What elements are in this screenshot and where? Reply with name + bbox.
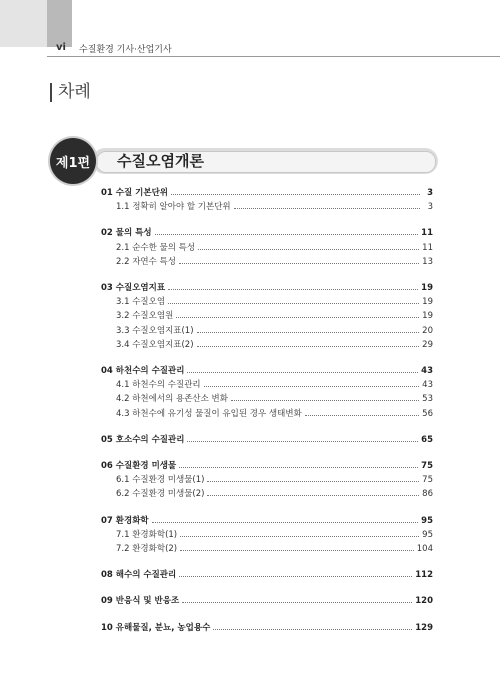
toc-page-number: 129 xyxy=(415,622,433,633)
toc-entry-label: 4.3 하천수에 유기성 물질이 유입된 경우 생태변화 xyxy=(116,408,302,419)
toc-title: 차례 xyxy=(50,83,91,102)
toc-page-number: 3 xyxy=(427,188,433,198)
toc-entry-label: 6.1 수질환경 미생물(1) xyxy=(116,475,205,486)
dot-leader xyxy=(207,489,419,496)
toc-chapter-row xyxy=(101,516,433,527)
toc-chapter-row xyxy=(101,435,433,446)
toc-section-row xyxy=(116,475,433,486)
toc-entry-label: 02 물의 특성 xyxy=(101,228,152,239)
dot-leader xyxy=(197,340,420,347)
toc-section-row xyxy=(116,243,433,254)
toc-chapter-row xyxy=(101,570,433,581)
toc-section-row xyxy=(116,544,433,555)
toc-page-number: 43 xyxy=(421,366,433,376)
toc-chapter-row xyxy=(101,228,433,239)
toc-entry-label: 08 해수의 수질관리 xyxy=(101,570,177,581)
toc-page-number: 75 xyxy=(421,461,433,471)
toc-page-number: 11 xyxy=(422,242,433,253)
dot-leader xyxy=(180,530,419,537)
dot-leader xyxy=(231,394,419,401)
part-badge: 제1편 xyxy=(50,138,96,184)
toc-page-number: 95 xyxy=(421,515,433,526)
toc-chapter-row xyxy=(101,366,433,377)
dot-leader xyxy=(179,257,419,264)
toc-section-row xyxy=(116,202,433,213)
toc-entry-label: 3.3 수질오염지표(1) xyxy=(116,325,194,336)
toc-entry-label: 7.2 환경화학(2) xyxy=(116,544,178,554)
toc-page-number: 43 xyxy=(422,380,433,391)
toc-entry-label: 03 수질오염지표 xyxy=(101,283,166,293)
toc-page-number: 29 xyxy=(422,339,433,350)
toc-entry-label: 09 반응식 및 반응조 xyxy=(101,596,180,607)
toc-entry-label: 3.2 수질오염원 xyxy=(116,311,174,322)
toc-section-row xyxy=(116,311,433,322)
toc-section-row xyxy=(116,297,433,308)
dot-leader xyxy=(234,202,420,209)
toc-page-number: 3 xyxy=(427,202,433,213)
toc-entry-label: 04 하천수의 수질관리 xyxy=(101,366,185,376)
dot-leader xyxy=(198,243,419,250)
toc-entry-label: 4.2 하천에서의 용존산소 변화 xyxy=(116,394,228,405)
dot-leader xyxy=(179,570,412,577)
toc-chapter-row xyxy=(101,461,433,472)
toc-page-number: 13 xyxy=(422,256,433,267)
toc-section-row xyxy=(116,530,433,541)
dot-leader xyxy=(180,544,414,551)
toc-page-number: 112 xyxy=(415,570,433,581)
dot-leader xyxy=(176,311,419,318)
dot-leader xyxy=(197,326,420,333)
dot-leader xyxy=(187,435,418,442)
toc-page-number: 86 xyxy=(422,489,433,500)
toc-section-row xyxy=(116,257,433,268)
toc-section-row xyxy=(116,326,433,337)
toc-entry-label: 06 수질환경 미생물 xyxy=(101,461,177,471)
part-title: 수질오염개론 xyxy=(117,152,204,170)
toc-entry-label: 7.1 환경화학(1) xyxy=(116,529,178,540)
dot-leader xyxy=(204,380,420,387)
toc-entry-label: 3.4 수질오염지표(2) xyxy=(116,339,194,350)
toc-page-number: 11 xyxy=(421,228,433,239)
toc-entry-label: 10 유해물질, 분뇨, 농업용수 xyxy=(101,622,211,633)
toc-entry-label: 1.1 정확히 알아야 할 기본단위 xyxy=(116,202,231,213)
dot-leader xyxy=(305,409,419,416)
dot-leader xyxy=(171,188,420,195)
toc-section-row xyxy=(116,394,433,405)
toc-page-number: 95 xyxy=(422,529,433,540)
dot-leader xyxy=(152,516,419,523)
toc-chapter-row xyxy=(101,623,433,634)
dot-leader xyxy=(168,283,418,290)
dot-leader xyxy=(155,228,419,235)
toc-page-number: 19 xyxy=(422,297,433,308)
toc-section-row xyxy=(116,489,433,500)
toc-chapter-row xyxy=(101,283,433,294)
toc-page-number: 104 xyxy=(416,544,433,554)
toc-page-number: 56 xyxy=(422,408,433,419)
dot-leader xyxy=(213,623,412,630)
toc-page-number: 53 xyxy=(422,394,433,405)
toc-page-number: 75 xyxy=(422,475,433,486)
toc-entry-label: 01 수질 기본단위 xyxy=(101,188,169,198)
dot-leader xyxy=(179,461,418,468)
toc-entry-label: 05 호소수의 수질관리 xyxy=(101,434,185,445)
toc-section-row xyxy=(116,340,433,351)
toc-page-number: 20 xyxy=(422,325,433,336)
toc-entry-label: 4.1 하천수의 수질관리 xyxy=(116,380,201,391)
dot-leader xyxy=(168,297,419,304)
dot-leader xyxy=(182,596,412,603)
toc-entry-label: 2.2 자연수 특성 xyxy=(116,256,176,267)
toc-chapter-row xyxy=(101,188,433,199)
page-number: vi xyxy=(56,42,66,53)
toc-entry-label: 2.1 순수한 물의 특성 xyxy=(116,242,196,253)
toc-page-number: 19 xyxy=(422,311,433,322)
toc-entry-label: 3.1 수질오염 xyxy=(116,297,166,308)
toc-entry-label: 07 환경화학 xyxy=(101,515,149,526)
dot-leader xyxy=(207,475,419,482)
toc-page-number: 120 xyxy=(415,596,433,607)
toc-section-row xyxy=(116,380,433,391)
toc-entry-label: 6.2 수질환경 미생물(2) xyxy=(116,489,205,500)
toc-chapter-row xyxy=(101,596,433,607)
dot-leader xyxy=(187,366,418,373)
toc-section-row xyxy=(116,409,433,420)
toc-page-number: 19 xyxy=(421,283,433,293)
running-title: 수질환경 기사·산업기사 xyxy=(79,45,172,55)
toc-page-number: 65 xyxy=(421,434,433,445)
